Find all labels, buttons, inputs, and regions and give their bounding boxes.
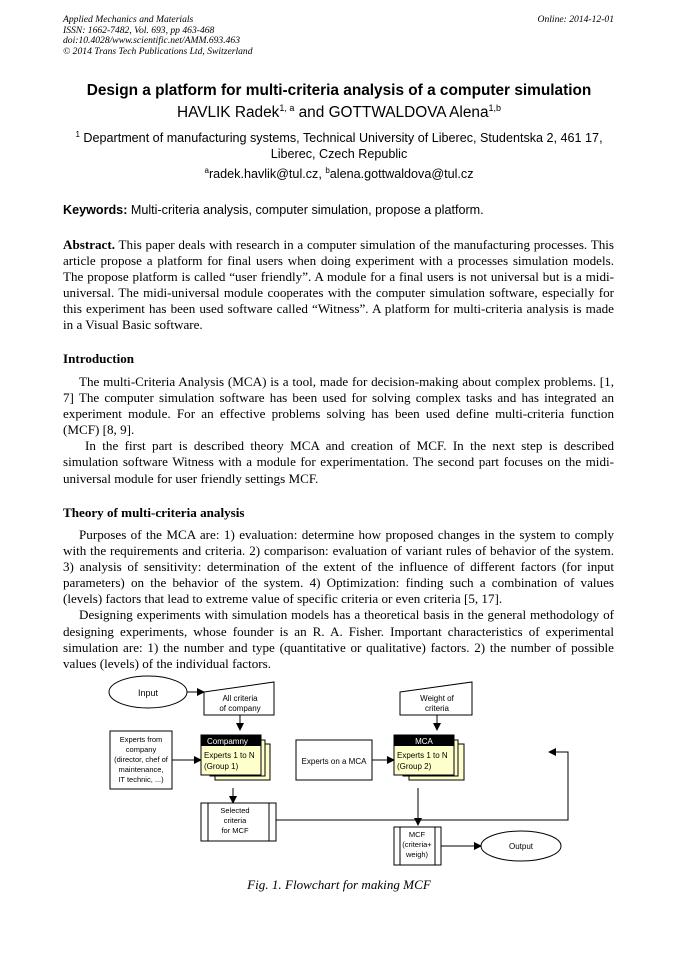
author-connector: and: [294, 104, 329, 121]
affiliation-marker: 1: [75, 129, 80, 139]
email-a-marker: a: [204, 165, 209, 175]
journal-name: Applied Mechanics and Materials: [63, 14, 194, 25]
introduction-heading: Introduction: [63, 351, 135, 366]
introduction-paragraph-1: The multi-Criteria Analysis (MCA) is a tool, made for decision-making about complex problems. [1, 7] The computer simulation software has been used for solving complex tasks and has integrated an experiment module. For an effective problems solving has been used define multi-criteria function (MCF) [8, 9].: [63, 374, 614, 438]
abstract-label: Abstract.: [63, 237, 115, 252]
email-b: alena.gottwaldova@tul.cz: [329, 167, 474, 181]
email-line: [0, 167, 678, 181]
affiliation: [70, 131, 608, 162]
keywords: [63, 203, 623, 217]
issn: ISSN: 1662-7482, Vol. 693, pp 463-468: [63, 24, 215, 36]
selected-label-3: for MCF: [221, 826, 249, 835]
experts-from-label-3: (director, chef of: [114, 755, 168, 764]
author-line: [0, 104, 678, 122]
running-header: [63, 15, 253, 57]
experts-from-label-4: maintenance,: [118, 765, 164, 774]
flowchart-figure: [100, 670, 580, 875]
abstract: [63, 237, 614, 334]
selected-label-2: criteria: [223, 816, 247, 825]
mcf-label-3: weigh): [405, 850, 429, 859]
experts-from-label-1: Experts from: [119, 735, 163, 744]
experts-from-label-5: IT technic, ...): [118, 775, 164, 784]
author-1: HAVLIK Radek: [176, 104, 280, 121]
keywords-label: Keywords:: [63, 203, 128, 217]
figure-caption: Fig. 1. Flowchart for making MCF: [247, 877, 431, 892]
mca-stack-title: MCA: [415, 737, 433, 746]
experts-on-mca-label: Experts on a MCA: [301, 757, 367, 766]
email-b-marker: b: [325, 165, 330, 175]
author-2-affil: 1,b: [488, 102, 502, 113]
mcf-label-2: (criteria+: [402, 840, 432, 849]
weight-label-1: Weight of: [420, 694, 454, 703]
output-label: Output: [508, 842, 534, 851]
copyright: © 2014 Trans Tech Publications Ltd, Switzerland: [63, 45, 253, 57]
author-1-affil: 1, a: [279, 102, 295, 113]
mca-stack-line-2: (Group 2): [397, 762, 432, 771]
doi: doi:10.4028/www.scientific.net/AMM.693.463: [63, 35, 241, 47]
introduction-body: [63, 374, 614, 487]
keywords-text: Multi-criteria analysis, computer simulation, propose a platform.: [127, 203, 484, 217]
online-date: Online: 2014-12-01: [537, 14, 614, 25]
all-criteria-label-2: of company: [219, 704, 261, 713]
weight-label-2: criteria: [424, 704, 450, 713]
company-stack-line-2: (Group 1): [204, 762, 239, 771]
company-stack-line-1: Experts 1 to N: [204, 751, 255, 760]
mcf-label-1: MCF: [408, 830, 426, 839]
all-criteria-label-1: All criteria: [222, 694, 258, 703]
theory-body: [63, 527, 614, 672]
author-2: GOTTWALDOVA Alena: [328, 104, 489, 121]
abstract-text: This paper deals with research in a computer simulation of the manufacturing processes. This article propose a platform for final users when doing experiment with a processes simulation models. The propose platform is called “user friendly”. A module for a final users is not universal but is a midi-universal. The midi-universal module cooperates with the computer simulation software, especially for this experiment has been used software called “Witness”. A platform for multi-criteria analysis is made in a Visual Basic software.: [63, 237, 614, 333]
affiliation-text: Department of manufacturing systems, Technical University of Liberec, Studentska 2, 461 17, Liberec, Czech Republic: [83, 131, 603, 161]
selected-label-1: Selected: [220, 806, 250, 815]
email-a: radek.havlik@tul.cz,: [208, 167, 326, 181]
mca-stack-line-1: Experts 1 to N: [397, 751, 448, 760]
input-label: Input: [137, 688, 159, 698]
theory-paragraph-2: Designing experiments with simulation models has a theoretical basis in the general methodology of designing experiments, whose founder is an R. A. Fisher. Important characteristics of experimental simulation are: 1) the number and type (quantitative or qualitative) factors. 2) the number of possible values (levels) of the individual factors.: [63, 607, 614, 671]
paper-title: Design a platform for multi-criteria analysis of a computer simulation: [86, 82, 592, 99]
theory-paragraph-1: Purposes of the MCA are: 1) evaluation: determine how proposed changes in the system to comply with the requirements and criteria. 2) comparison: evaluation of variant rules of behavior of the system. 3) analysis of sensitivity: determination of the extent of the influence of different factors (for input parameters) on the behavior of the system. 4) Optimization: finding such a combination of values (levels) factors that lead to extreme value of specific criteria or even criteria [5, 17].: [63, 527, 614, 607]
theory-heading: Theory of multi-criteria analysis: [63, 505, 245, 520]
introduction-paragraph-2: In the first part is described theory MCA and creation of MCF. In the next step is described simulation software Witness with a module for experimentation. The second part focuses on the midi-universal module for user friendly settings MCF.: [63, 438, 614, 486]
experts-from-label-2: company: [125, 745, 157, 754]
company-stack-title: Compamny: [207, 737, 248, 746]
